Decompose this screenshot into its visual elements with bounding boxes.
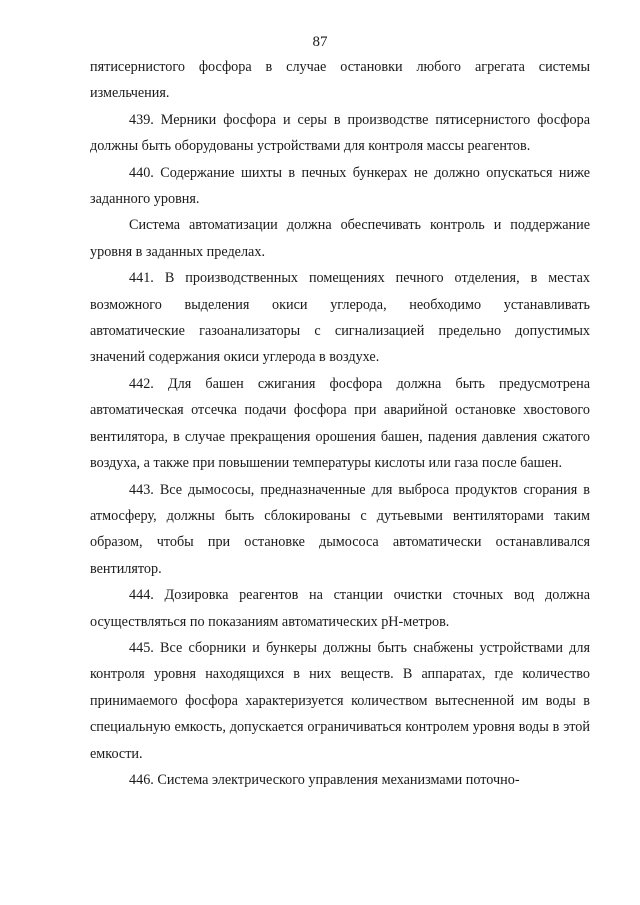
paragraph-446: 446. Система электрического управления механизмами поточно- [129, 771, 520, 788]
paragraph-439: 439. Мерники фосфора и серы в производстве пятисернистого фосфора должны быть оборудованы устройствами для контроля массы реагентов. [90, 111, 590, 155]
paragraph-440-automation: Система автоматизации должна обеспечивать контроль и поддержание уровня в заданных пределах. [90, 217, 590, 260]
paragraph-continuation: пятисернистого фосфора в случае остановки любого агрегата системы измельчения. [90, 59, 590, 102]
paragraph-444: 444. Дозировка реагентов на станции очистки сточных вод должна осуществляться по показаниям автоматических pH-метров. [90, 587, 590, 630]
paragraph-440: 440. Содержание шихты в печных бункерах не должно опускаться ниже заданного уровня. [90, 164, 590, 208]
paragraph-445: 445. Все сборники и бункеры должны быть снабжены устройствами для контроля уровня находящихся в них веществ. В аппаратах, где количество принимаемого фосфора характеризуется количеством вытесненной им воды в специальную емкость, допускается ограничиваться контролем уровня воды в этой емкости. [90, 639, 590, 762]
paragraph-442: 442. Для башен сжигания фосфора должна быть предусмотрена автоматическая отсечка подачи фосфора при аварийной остановке хвостового вентилятора, в случае прекращения орошения башен, падения давления сжатого воздуха, а также при повышении температуры кислоты или газа после башен. [90, 375, 590, 472]
page-number: 87 [312, 34, 328, 50]
paragraph-441: 441. В производственных помещениях печного отделения, в местах возможного выделения окиси углерода, необходимо устанавливать автоматические газоанализаторы с сигнализацией предельно допустимых значений содержания окиси углерода в воздухе. [90, 270, 590, 366]
paragraph-443: 443. Все дымососы, предназначенные для выброса продуктов сгорания в атмосферу, должны быть сблокированы с дутьевыми вентиляторами таким образом, чтобы при остановке дымососа автоматически останавливался вентилятор. [90, 481, 590, 577]
body-text [90, 54, 590, 793]
